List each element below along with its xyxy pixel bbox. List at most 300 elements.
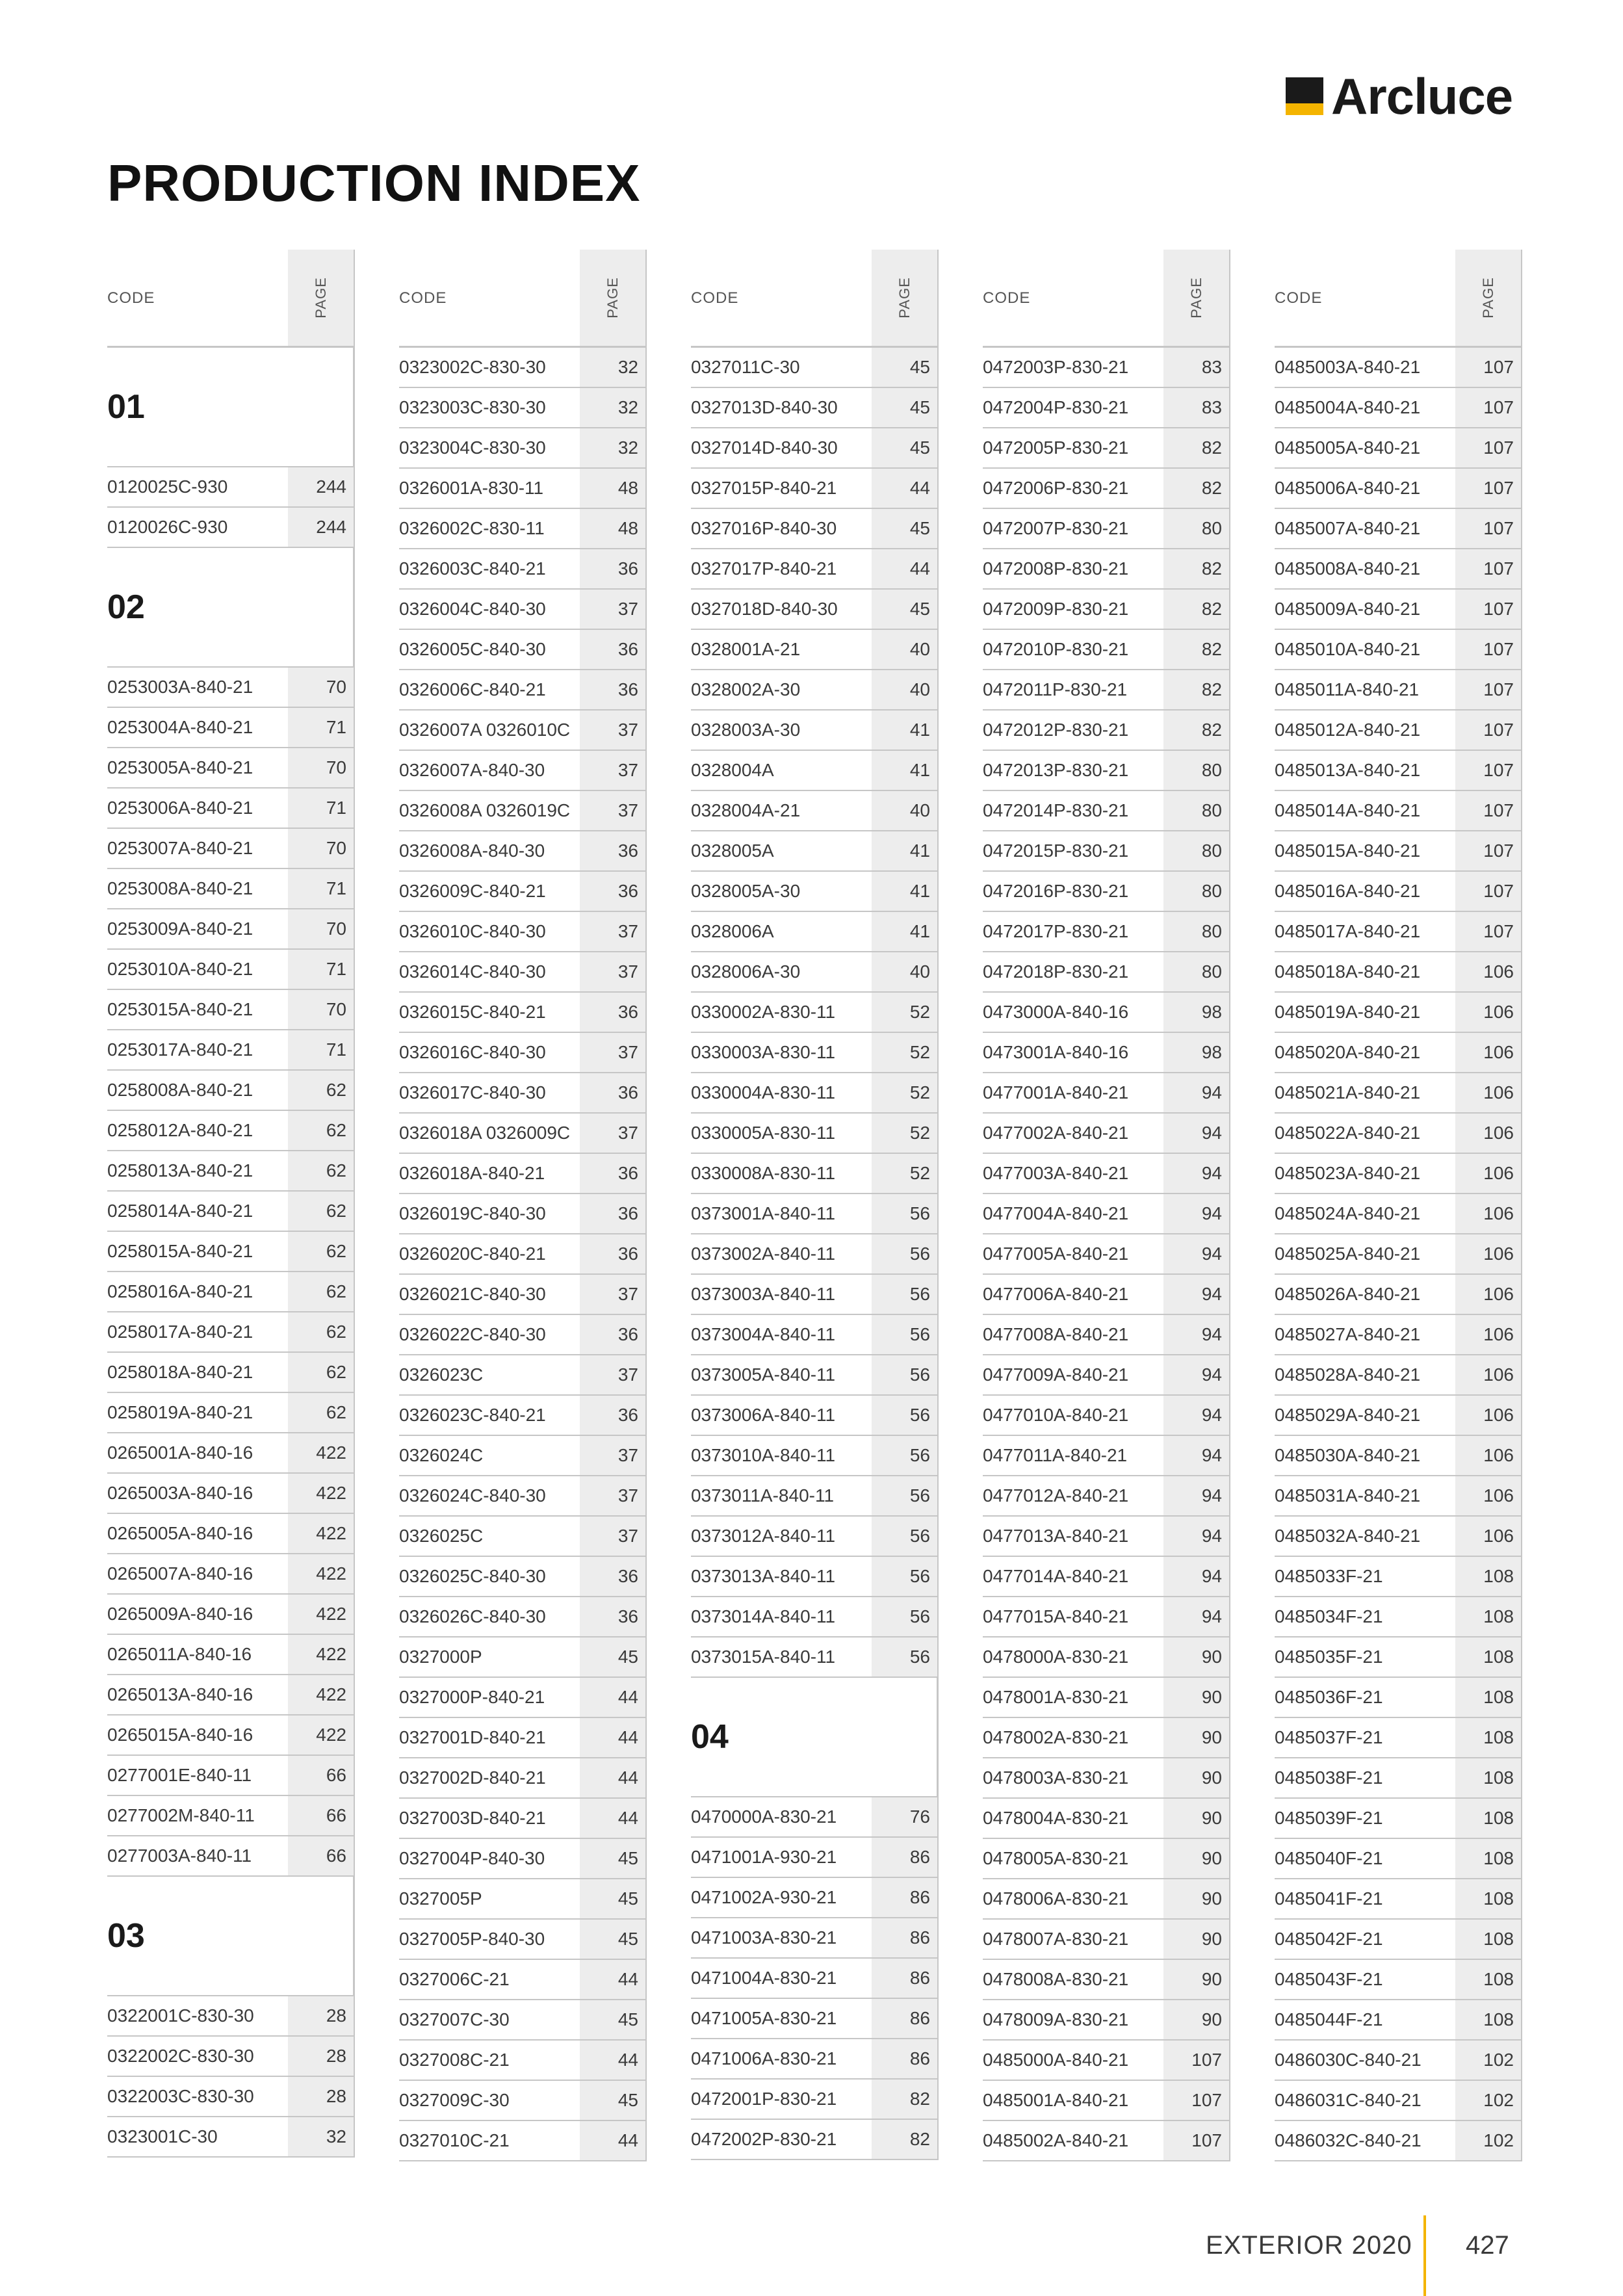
page-ref: 90 [1163,1678,1230,1717]
page-header: PAGE [604,277,621,319]
product-code: 0327000P [399,1647,482,1667]
page-ref: 40 [872,952,938,991]
index-row [983,1799,1230,1839]
product-code: 0327017P-840-21 [691,558,837,579]
product-code: 0258017A-840-21 [107,1322,253,1342]
index-row [691,1597,938,1637]
index-column-1 [107,250,354,2158]
product-code: 0326009C-840-21 [399,881,546,901]
index-row [399,428,646,469]
index-row [1275,872,1522,912]
page-ref: 94 [1163,1154,1230,1193]
product-code: 0323002C-830-30 [399,357,546,377]
product-code: 0485006A-840-21 [1275,478,1421,498]
index-row [107,1796,354,1836]
index-row [1275,469,1522,509]
product-code: 0472001P-830-21 [691,2089,837,2109]
page-ref: 32 [580,428,646,467]
index-row [399,630,646,670]
product-code: 0472011P-830-21 [983,679,1128,699]
product-code: 0485043F-21 [1275,1969,1383,1989]
product-code: 0277002M-840-11 [107,1805,255,1825]
index-row [691,993,938,1033]
page-ref: 94 [1163,1315,1230,1354]
product-code: 0473001A-840-16 [983,1042,1129,1062]
index-row [983,590,1230,630]
index-row [399,1154,646,1194]
product-code: 0485005A-840-21 [1275,437,1421,458]
page-ref: 36 [580,1315,646,1354]
index-column-5 [1275,250,1522,2161]
footer-catalog-label: EXTERIOR 2020 [1206,2231,1412,2260]
index-row [983,1033,1230,1073]
index-row [399,2081,646,2121]
page-ref: 80 [1163,952,1230,991]
page-ref: 82 [872,2080,938,2119]
page-ref: 108 [1455,1678,1522,1717]
product-code: 0323001C-30 [107,2126,218,2146]
index-row [1275,1396,1522,1436]
page-ref: 45 [580,1839,646,1878]
index-row [399,1637,646,1678]
page-header-cell [872,250,938,346]
index-row [691,711,938,751]
index-row [1275,348,1522,388]
index-row [691,428,938,469]
index-column-3 [691,250,938,2160]
product-code: 0472002P-830-21 [691,2129,837,2149]
index-row [1275,1194,1522,1234]
page-ref: 45 [580,1637,646,1676]
product-code: 0328002A-30 [691,679,801,699]
index-row [107,1996,354,2037]
index-row [691,1637,938,1678]
product-code: 0485027A-840-21 [1275,1324,1421,1344]
page-ref: 106 [1455,1033,1522,1072]
page-ref: 108 [1455,1718,1522,1757]
product-code: 0277003A-840-11 [107,1846,252,1866]
product-code: 0326007A-840-30 [399,760,545,780]
product-code: 0258018A-840-21 [107,1362,253,1382]
product-code: 0322003C-830-30 [107,2086,254,2106]
index-row [399,348,646,388]
product-code: 0485044F-21 [1275,2009,1383,2029]
index-row [1275,1960,1522,2000]
page-ref: 62 [288,1272,354,1311]
product-code: 0485008A-840-21 [1275,558,1421,579]
product-code: 0330003A-830-11 [691,1042,836,1062]
page-ref: 70 [288,748,354,787]
index-row [107,1715,354,1756]
page-ref: 106 [1455,1476,1522,1515]
page-ref: 41 [872,751,938,790]
index-row [399,1718,646,1758]
index-row [983,1073,1230,1114]
product-code: 0485011A-840-21 [1275,679,1420,699]
index-row [691,1959,938,1999]
product-code: 0326007A 0326010C [399,720,571,740]
page-ref: 106 [1455,993,1522,1032]
product-code: 0472007P-830-21 [983,518,1129,538]
product-code: 0485024A-840-21 [1275,1203,1421,1223]
index-row [691,1154,938,1194]
product-code: 0477013A-840-21 [983,1526,1129,1546]
product-code: 0253017A-840-21 [107,1039,253,1060]
index-row [983,1678,1230,1718]
index-row [983,2121,1230,2161]
index-row [1275,1799,1522,1839]
page-ref: 94 [1163,1517,1230,1556]
page-ref: 108 [1455,1839,1522,1878]
page-ref: 83 [1163,388,1230,427]
index-row [107,708,354,748]
product-code: 0472006P-830-21 [983,478,1129,498]
page-ref: 94 [1163,1557,1230,1596]
page-ref: 45 [872,509,938,548]
index-row [1275,751,1522,791]
index-row [399,831,646,872]
index-row [983,1920,1230,1960]
page-ref: 37 [580,1436,646,1475]
index-row [1275,1678,1522,1718]
page-ref: 62 [288,1192,354,1231]
product-code: 0328004A-21 [691,800,801,820]
index-row [691,509,938,549]
page-ref: 94 [1163,1275,1230,1314]
index-row [399,1879,646,1920]
product-code: 0470000A-830-21 [691,1807,837,1827]
page-ref: 41 [872,711,938,750]
page-ref: 37 [580,1355,646,1394]
section-heading [107,348,354,467]
code-header: CODE [983,289,1031,307]
brand-name: Arcluce [1331,68,1513,125]
page-ref: 80 [1163,872,1230,911]
index-row [691,1797,938,1838]
logo-mark-icon [1286,77,1323,115]
index-row [983,1355,1230,1396]
page-ref: 71 [288,869,354,908]
page-ref: 62 [288,1071,354,1110]
product-code: 0485022A-840-21 [1275,1123,1421,1143]
column-header [691,250,938,348]
page-ref: 36 [580,670,646,709]
page-ref: 36 [580,549,646,588]
index-row [107,1071,354,1111]
brand-logo [1286,68,1513,125]
index-row [983,2081,1230,2121]
page-ref: 107 [1455,469,1522,508]
index-row [691,912,938,952]
index-row [983,509,1230,549]
page-ref: 45 [580,2000,646,2039]
page-ref: 45 [872,428,938,467]
index-column-4 [983,250,1230,2161]
index-row [107,1151,354,1192]
index-row [983,831,1230,872]
page-ref: 36 [580,1073,646,1112]
product-code: 0472004P-830-21 [983,397,1129,417]
product-code: 0471006A-830-21 [691,2048,837,2068]
index-row [1275,1275,1522,1315]
page-ref: 56 [872,1194,938,1233]
page-ref: 36 [580,993,646,1032]
product-code: 0326004C-840-30 [399,599,546,619]
page-ref: 90 [1163,1799,1230,1838]
page-ref: 86 [872,1838,938,1877]
product-code: 0327014D-840-30 [691,437,838,458]
index-row [691,2080,938,2120]
page-ref: 71 [288,1030,354,1069]
product-code: 0327001D-840-21 [399,1727,546,1747]
index-row [691,791,938,831]
product-code: 0326018A 0326009C [399,1123,571,1143]
page-ref: 94 [1163,1234,1230,1273]
index-rows [691,348,938,2160]
index-row [399,1315,646,1355]
page-ref: 107 [1163,2081,1230,2120]
index-row [399,952,646,993]
index-row [1275,1517,1522,1557]
product-code: 0253009A-840-21 [107,919,253,939]
page-ref: 80 [1163,509,1230,548]
index-row [107,1514,354,1554]
page-ref: 62 [288,1393,354,1432]
page-ref: 82 [1163,469,1230,508]
page-ref: 52 [872,1154,938,1193]
product-code: 0485035F-21 [1275,1647,1383,1667]
index-row [107,1474,354,1514]
index-row [983,1517,1230,1557]
product-code: 0328001A-21 [691,639,801,659]
page-ref: 108 [1455,1920,1522,1959]
page-ref: 108 [1455,1960,1522,1999]
index-row [107,748,354,789]
product-code: 0485025A-840-21 [1275,1244,1421,1264]
index-row [983,1275,1230,1315]
product-code: 0253008A-840-21 [107,878,253,898]
product-code: 0265013A-840-16 [107,1684,253,1704]
page-ref: 37 [580,1517,646,1556]
product-code: 0485021A-840-21 [1275,1082,1421,1102]
index-row [107,668,354,708]
index-row [399,791,646,831]
product-code: 0485029A-840-21 [1275,1405,1421,1425]
page-ref: 107 [1455,751,1522,790]
product-code: 0373015A-840-11 [691,1647,836,1667]
index-row [691,872,938,912]
index-row [399,1799,646,1839]
product-code: 0258013A-840-21 [107,1160,253,1181]
index-row [691,590,938,630]
page-ref: 422 [288,1474,354,1513]
product-code: 0485018A-840-21 [1275,961,1421,982]
product-code: 0373005A-840-11 [691,1364,836,1385]
page-ref: 108 [1455,2000,1522,2039]
product-code: 0485020A-840-21 [1275,1042,1421,1062]
index-row [107,2117,354,2158]
page-header: PAGE [1188,277,1204,319]
index-row [107,1554,354,1595]
page-ref: 86 [872,1959,938,1998]
index-row [107,1433,354,1474]
page-ref: 41 [872,831,938,870]
product-code: 0477004A-840-21 [983,1203,1129,1223]
product-code: 0327002D-840-21 [399,1768,546,1788]
product-code: 0326017C-840-30 [399,1082,546,1102]
index-row [1275,1920,1522,1960]
product-code: 0485041F-21 [1275,1888,1383,1909]
index-rows [399,348,646,2161]
page-ref: 90 [1163,1758,1230,1797]
page-ref: 107 [1455,549,1522,588]
index-row [399,751,646,791]
page-ref: 86 [872,1918,938,1957]
product-code: 0485023A-840-21 [1275,1163,1421,1183]
product-code: 0265001A-840-16 [107,1442,253,1463]
index-row [691,1355,938,1396]
index-rows [1275,348,1522,2161]
index-rows [983,348,1230,2161]
page-ref: 80 [1163,831,1230,870]
product-code: 0485039F-21 [1275,1808,1383,1828]
page-ref: 102 [1455,2081,1522,2120]
page-ref: 36 [580,872,646,911]
page-ref: 32 [580,348,646,387]
index-row [1275,1879,1522,1920]
index-row [983,2041,1230,2081]
index-row [1275,549,1522,590]
product-code: 0472015P-830-21 [983,841,1129,861]
product-code: 0471002A-930-21 [691,1887,837,1907]
product-code: 0326010C-840-30 [399,921,546,941]
page-ref: 102 [1455,2041,1522,2080]
product-code: 0327010C-21 [399,2130,510,2150]
product-code: 0328006A-30 [691,961,801,982]
product-code: 0472017P-830-21 [983,921,1129,941]
page-ref: 37 [580,751,646,790]
index-row [399,509,646,549]
page-ref: 45 [580,1920,646,1959]
index-row [107,789,354,829]
page-ref: 56 [872,1476,938,1515]
page-ref: 90 [1163,1920,1230,1959]
page-ref: 107 [1455,509,1522,548]
product-code: 0277001E-840-11 [107,1765,252,1785]
index-row [1275,831,1522,872]
page-ref: 36 [580,1234,646,1273]
index-row [399,1033,646,1073]
index-row [983,1396,1230,1436]
page-ref: 56 [872,1355,938,1394]
page-ref: 98 [1163,993,1230,1032]
page-ref: 90 [1163,1839,1230,1878]
page-ref: 106 [1455,1355,1522,1394]
product-code: 0327008C-21 [399,2050,510,2070]
page-ref: 82 [1163,630,1230,669]
index-row [399,912,646,952]
page-ref: 36 [580,831,646,870]
index-row [691,388,938,428]
page-ref: 44 [872,469,938,508]
page-ref: 82 [1163,711,1230,750]
product-code: 0471003A-830-21 [691,1927,837,1948]
page-ref: 56 [872,1637,938,1676]
product-code: 0326005C-840-30 [399,639,546,659]
page-ref: 28 [288,2037,354,2076]
index-row [107,869,354,909]
index-row [983,912,1230,952]
product-code: 0485030A-840-21 [1275,1445,1421,1465]
product-code: 0485003A-840-21 [1275,357,1421,377]
page-ref: 106 [1455,1194,1522,1233]
index-row [983,1597,1230,1637]
product-code: 0477006A-840-21 [983,1284,1129,1304]
product-code: 0326025C-840-30 [399,1566,546,1586]
page-ref: 107 [1455,670,1522,709]
product-code: 0258012A-840-21 [107,1120,253,1140]
page-ref: 56 [872,1234,938,1273]
page-ref: 90 [1163,1960,1230,1999]
page-ref: 106 [1455,1154,1522,1193]
page-ref: 94 [1163,1476,1230,1515]
product-code: 0485040F-21 [1275,1848,1383,1868]
product-code: 0328005A-30 [691,881,801,901]
product-code: 0330004A-830-11 [691,1082,836,1102]
index-row [983,549,1230,590]
index-row [399,590,646,630]
product-code: 0478009A-830-21 [983,2009,1129,2029]
index-row [399,388,646,428]
page-ref: 37 [580,1476,646,1515]
index-row [107,2037,354,2077]
index-row [399,872,646,912]
index-row [1275,1114,1522,1154]
product-code: 0471005A-830-21 [691,2008,837,2028]
product-code: 0485017A-840-21 [1275,921,1421,941]
page-ref: 52 [872,993,938,1032]
product-code: 0322002C-830-30 [107,2046,254,2066]
index-row [983,1194,1230,1234]
product-code: 0485028A-840-21 [1275,1364,1421,1385]
page-ref: 37 [580,791,646,830]
product-code: 0486032C-840-21 [1275,2130,1422,2150]
page-ref: 48 [580,509,646,548]
product-code: 0258015A-840-21 [107,1241,253,1261]
page-header: PAGE [312,277,329,319]
product-code: 0477012A-840-21 [983,1485,1129,1506]
page-ref: 244 [288,467,354,506]
product-code: 0478001A-830-21 [983,1687,1129,1707]
page-ref: 56 [872,1436,938,1475]
index-row [691,1838,938,1878]
index-row [1275,912,1522,952]
page-ref: 40 [872,630,938,669]
index-row [691,831,938,872]
index-row [1275,1758,1522,1799]
index-row [107,1272,354,1312]
product-code: 0328006A [691,921,774,941]
product-code: 0253006A-840-21 [107,798,253,818]
page-ref: 62 [288,1111,354,1150]
product-code: 0326026C-840-30 [399,1606,546,1626]
product-code: 0485002A-840-21 [983,2130,1129,2150]
product-code: 0327005P-840-30 [399,1929,545,1949]
index-row [1275,2000,1522,2041]
page-ref: 422 [288,1675,354,1714]
page-ref: 32 [580,388,646,427]
column-header [399,250,646,348]
